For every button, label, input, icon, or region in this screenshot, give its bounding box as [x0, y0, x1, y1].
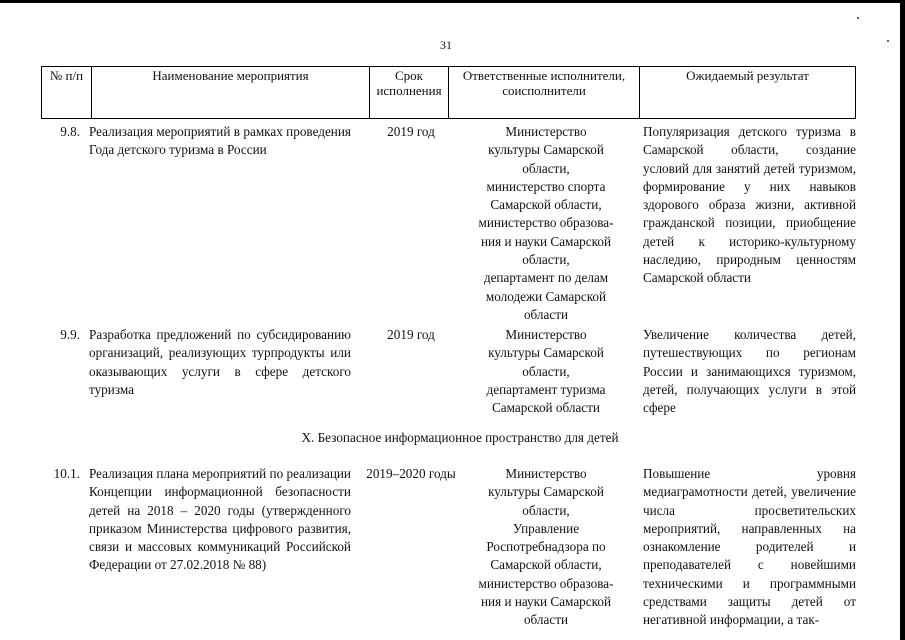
scan-speck	[857, 17, 859, 19]
responsible-line: области	[523, 612, 569, 628]
row-name: Реализация плана мероприятий по реализации Концепции информационной безопасности детей на 2018 – 2020 годы (утвержденного приказом Министерства цифрового развития, связи и массовых коммуникаций Российской Федерации от 27.02.2018 № 88)	[89, 466, 351, 573]
header-term: Срок исполнения	[370, 67, 449, 119]
responsible-line: Самарской области,	[490, 557, 602, 573]
responsible-line: культуры Самарской	[488, 345, 604, 361]
responsible-line: министерство спорта	[486, 178, 606, 194]
row-name: Разработка предложений по субсидированию организаций, реализующих турпродукты или оказывающих услуги в сфере детского туризма	[89, 327, 351, 397]
page-number: 31	[440, 38, 452, 52]
row-term: 2019 год	[387, 124, 435, 139]
row-result: Увеличение количества детей, путешествующих по регионам России и занимающихся туризмом, детей, получающих услуги в этой сфере	[643, 327, 856, 416]
header-num: № п/п	[42, 67, 92, 119]
responsible-line: культуры Самарской	[488, 142, 604, 158]
responsible-line: области,	[522, 160, 570, 176]
row-result: Популяризация детского туризма в Самарской области, создание условий для занятий детей туризмом, формирование у них навыков здорового образа жизни, активной гражданской позиции, приобщение детей к историко-культурному наследию, природным ценностям Самарской области	[643, 124, 856, 286]
responsible-line: департамент по делам	[483, 270, 609, 286]
header-result: Ожидаемый результат	[640, 67, 856, 119]
responsible-line: ния и науки Самарской	[480, 594, 612, 610]
row-responsible	[462, 123, 630, 324]
responsible-line: министерство образова-	[478, 215, 614, 231]
responsible-line: Самарской области,	[490, 197, 602, 213]
responsible-line: министерство образова-	[478, 575, 614, 591]
responsible-line: области	[523, 306, 569, 322]
responsible-line: Самарской области	[492, 400, 600, 416]
responsible-line: Министерство	[505, 124, 587, 139]
row-number: 9.8.	[60, 124, 80, 139]
row-number: 10.1.	[53, 466, 80, 481]
header-name: Наименование мероприятия	[92, 67, 370, 119]
responsible-line: ния и науки Самарской	[480, 233, 612, 249]
responsible-line: Роспотребнадзора по	[486, 539, 606, 555]
row-term: 2019 год	[387, 327, 435, 342]
section-title: X. Безопасное информационное пространство для детей	[301, 430, 619, 445]
responsible-line: департамент туризма	[486, 381, 606, 397]
responsible-line: области,	[522, 252, 570, 268]
table-header	[41, 66, 856, 119]
header-responsible: Ответственные исполнители, соисполнители	[449, 67, 640, 119]
responsible-line: Управление	[512, 520, 580, 536]
row-result: Повышение уровня медиаграмотности детей, увеличение числа просветительских мероприятий, направленных на ознакомление родителей и преподавателей с новейшими техническими и программными средствами защиты детей от негативной информации, а так-	[643, 466, 856, 628]
top-border	[0, 0, 905, 3]
responsible-line: Министерство	[505, 327, 587, 342]
row-responsible	[462, 465, 630, 630]
row-number: 9.9.	[60, 327, 80, 342]
row-term: 2019–2020 годы	[366, 466, 456, 481]
responsible-line: области,	[522, 502, 570, 518]
responsible-line: культуры Самарской	[488, 484, 604, 500]
scan-speck	[887, 40, 889, 42]
responsible-line: Министерство	[505, 466, 587, 481]
right-border	[900, 0, 905, 640]
row-name: Реализация мероприятий в рамках проведения Года детского туризма в России	[89, 124, 351, 158]
row-responsible	[462, 326, 630, 417]
responsible-line: области,	[522, 363, 570, 379]
responsible-line: молодежи Самарской	[485, 288, 607, 304]
